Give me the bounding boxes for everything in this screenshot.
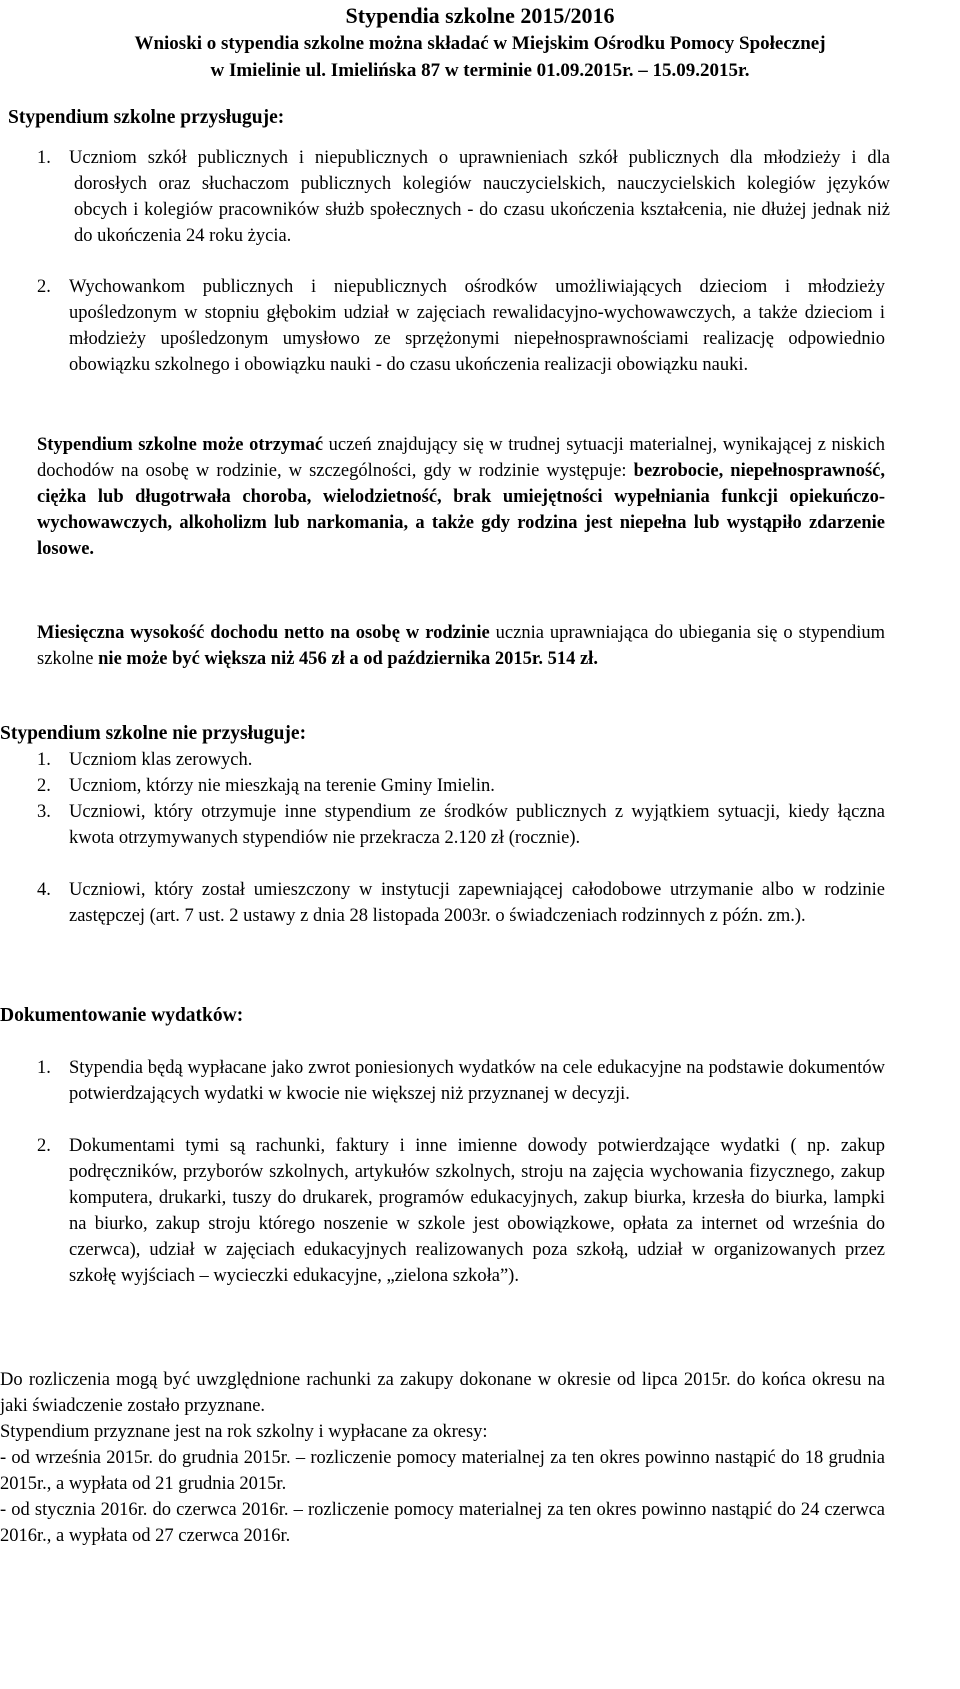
documenting-item-2-text: Dokumentami tymi są rachunki, faktury i inne imienne dowody potwierdzające wydatki ( np. zakup podręczników, przyborów szkolnych, artykułów szkolnych, stroju na zajęcia wychowania fizycznego, zakup komputera, drukarki, tuszy do drukarek, programów edukacyjnych, zakup biurka, krzesła do biurka, lampki na biurko, zakup stroju którego noszenie w szkole jest obowiązkowe, opłata za internet od września do czerwca), udział w zajęciach edukacyjnych realizowanych poza szkołą, udział w organizowanych przez szkołę wyjściach – wycieczki edukacyjne, „zielona szkoła”). <box>69 1136 885 1286</box>
heading-not-entitled: Stypendium szkolne nie przysługuje: <box>0 723 307 744</box>
entitled-item-1-text: Uczniom szkół publicznych i niepublicznych o uprawnieniach szkół publicznych dla młodzieży i dla dorosłych oraz słuchaczom publicznych kolegiów nauczycielskich, nauczycielskich kolegiów języków obcych i kolegiów pracowników służb społecznych - do czasu ukończenia kształcenia, nie dłużej jednak niż do ukończenia 24 roku życia. <box>69 148 890 246</box>
not-entitled-item-4-number: 4. <box>37 880 51 900</box>
not-entitled-item-2-number: 2. <box>37 776 51 796</box>
document-title: Stypendia szkolne 2015/2016 <box>345 3 615 28</box>
may-receive-text-1: uczeń znajdujący się w trudnej sytuacji materialnej, wynikającej z niskich dochodów na osobę w rodzinie, w szczególności, gdy w rodzinie występuje: <box>37 435 886 481</box>
entitled-item-2-number: 2. <box>37 277 51 297</box>
header-line-1: Wnioski o stypendia szkolne można składać w Miejskim Ośrodku Pomocy Społecznej <box>134 33 826 54</box>
income-bold-2: nie może być większa niż 456 zł a od października 2015r. 514 zł. <box>98 649 598 669</box>
not-entitled-item-3-number: 3. <box>37 802 51 822</box>
not-entitled-item-2-text: Uczniom, którzy nie mieszkają na terenie Gminy Imielin. <box>69 776 495 796</box>
documenting-item-1-number: 1. <box>37 1058 51 1078</box>
paragraph-may-receive <box>37 432 885 562</box>
paragraph-income-threshold <box>37 620 885 672</box>
not-entitled-item-4-text: Uczniowi, który został umieszczony w instytucji zapewniającej całodobowe utrzymanie albo w rodzinie zastępczej (art. 7 ust. 2 ustawy z dnia 28 listopada 2003r. o świadczeniach rodzinnych z późn. zm.). <box>69 880 885 926</box>
closing-paragraph-1: Do rozliczenia mogą być uwzględnione rachunki za zakupy dokonane w okresie od lipca 2015r. do końca okresu na jaki świadczenie zostało przyznane. <box>0 1370 885 1416</box>
not-entitled-item-1-text: Uczniom klas zerowych. <box>69 750 253 770</box>
not-entitled-item-3-text: Uczniowi, który otrzymuje inne stypendium ze środków publicznych z wyjątkiem sytuacji, kiedy łączna kwota otrzymywanych stypendiów nie przekracza 2.120 zł (rocznie). <box>69 802 885 848</box>
entitled-item-1-number: 1. <box>37 148 51 168</box>
documenting-item-2-number: 2. <box>37 1136 51 1156</box>
income-text-1: ucznia uprawniająca do ubiegania się o stypendium szkolne <box>37 623 885 669</box>
closing-paragraph-4: - od stycznia 2016r. do czerwca 2016r. – rozliczenie pomocy materialnej za ten okres powinno nastąpić do 24 czerwca 2016r., a wypłata od 27 czerwca 2016r. <box>0 1500 885 1546</box>
entitled-item-2-text: Wychowankom publicznych i niepublicznych ośrodków umożliwiających dzieciom i młodzieży upośledzonym w stopniu głębokim udział w zajęciach rewalidacyjno-wychowawczych, a także dzieciom i młodzieży upośledzonym umysłowo ze sprzężonymi niepełnosprawnościami realizację odpowiednio obowiązku szkolnego i obowiązku nauki - do czasu ukończenia realizacji obowiązku nauki. <box>69 277 885 375</box>
not-entitled-item-1-number: 1. <box>37 750 51 770</box>
may-receive-bold-2: bezrobocie, niepełnosprawność, ciężka lub długotrwała choroba, wielodzietność, brak umiejętności wypełniania funkcji opiekuńczo-wychowawczych, alkoholizm lub narkomania, a także gdy rodzina jest niepełna lub wystąpiło zdarzenie losowe. <box>37 461 885 559</box>
heading-entitled: Stypendium szkolne przysługuje: <box>8 107 285 128</box>
header-line-2: w Imielinie ul. Imielińska 87 w terminie 01.09.2015r. – 15.09.2015r. <box>210 60 750 81</box>
income-bold-1: Miesięczna wysokość dochodu netto na osobę w rodzinie <box>37 623 490 643</box>
may-receive-bold-1: Stypendium szkolne może otrzymać <box>37 435 324 455</box>
documenting-item-1-text: Stypendia będą wypłacane jako zwrot poniesionych wydatków na cele edukacyjne na podstawie dokumentów potwierdzających wydatki w kwocie nie większej niż przyznanej w decyzji. <box>69 1058 885 1104</box>
closing-paragraph-2: Stypendium przyznane jest na rok szkolny i wypłacane za okresy: <box>0 1422 488 1442</box>
closing-paragraph-3: - od września 2015r. do grudnia 2015r. – rozliczenie pomocy materialnej za ten okres powinno nastąpić do 18 grudnia 2015r., a wypłata od 21 grudnia 2015r. <box>0 1448 885 1494</box>
heading-documenting: Dokumentowanie wydatków: <box>0 1005 244 1026</box>
